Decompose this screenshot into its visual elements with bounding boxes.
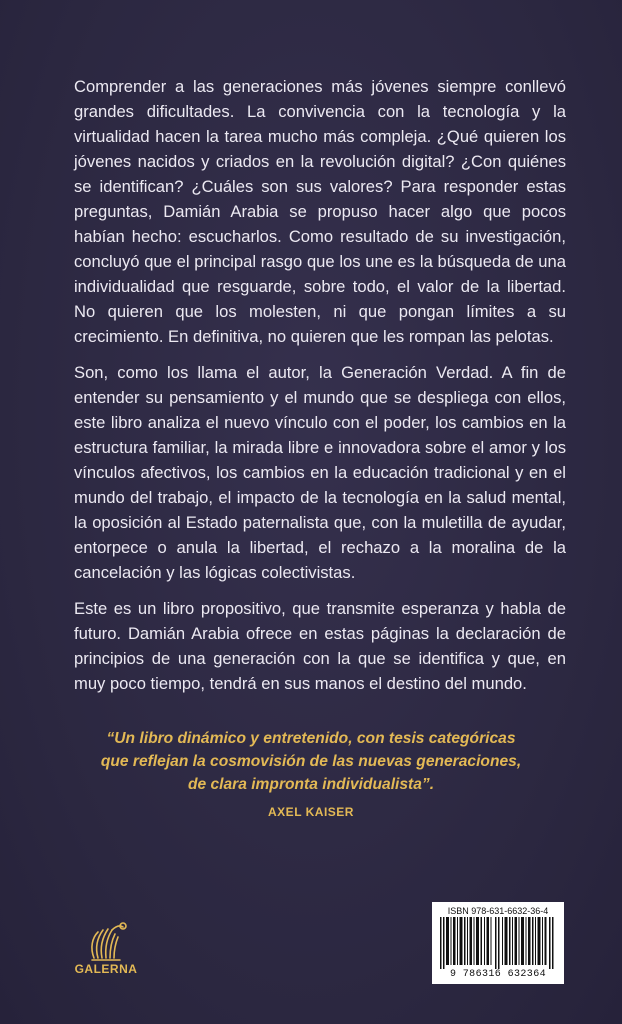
synopsis-paragraph-3: Este es un libro propositivo, que transmite esperanza y habla de futuro. Damián Arabia ofrece en estas páginas la declaración de principios de una generación con la que se identifica y que, en muy poco tiempo, tendrá en sus manos el destino del mundo. [74, 599, 566, 693]
synopsis [74, 74, 566, 707]
barcode-digits: 9 786316 632364 [449, 969, 546, 980]
blurb-quote [60, 727, 562, 796]
quote-author: AXEL KAISER [268, 805, 354, 819]
quote-line-3: de clara impronta individualista”. [187, 776, 435, 793]
barcode [432, 902, 564, 984]
synopsis-paragraph-2: Son, como los llama el autor, la Generación Verdad. A fin de entender su pensamiento y el mundo que se despliega con ellos, este libro analiza el nuevo vínculo con el poder, los cambios en la estructura familiar, la mirada libre e innovadora sobre el amor y los vínculos afectivos, los cambios en la educación tradicional y en el mundo del trabajo, el impacto de la tecnología en la salud mental, la oposición al Estado paternalista que, con la muletilla de ayudar, entorpece o anula la libertad, el rechazo a la moralina de la cancelación y las lógicas colectivistas. [74, 363, 566, 582]
isbn-label: ISBN 978-631-6632-36-4 [447, 906, 549, 916]
synopsis-paragraph-1: Comprender a las generaciones más jóvenes siempre conllevó grandes dificultades. La convivencia con la tecnología y la virtualidad hacen la tarea mucho más compleja. ¿Qué quieren los jóvenes nacidos y criados en la revolución digital? ¿Con quiénes se identifican? ¿Cuáles son sus valores? Para responder estas preguntas, Damián Arabia se propuso hacer algo que pocos habían hecho: escucharlos. Como resultado de su investigación, concluyó que el principal rasgo que los une es la búsqueda de una individualidad que resguarde, sobre todo, el valor de la libertad. No quieren que los molesten, ni que pongan límites a su crecimiento. En definitiva, no quieren que les rompan las pelotas. [74, 77, 566, 346]
barcode-icon [438, 917, 558, 969]
quote-line-1: “Un libro dinámico y entretenido, con tesis categóricas [106, 730, 516, 747]
quote-line-2: que reflejan la cosmovisión de las nuevas generaciones, [100, 753, 522, 770]
publisher-name: GALERNA [74, 962, 138, 976]
